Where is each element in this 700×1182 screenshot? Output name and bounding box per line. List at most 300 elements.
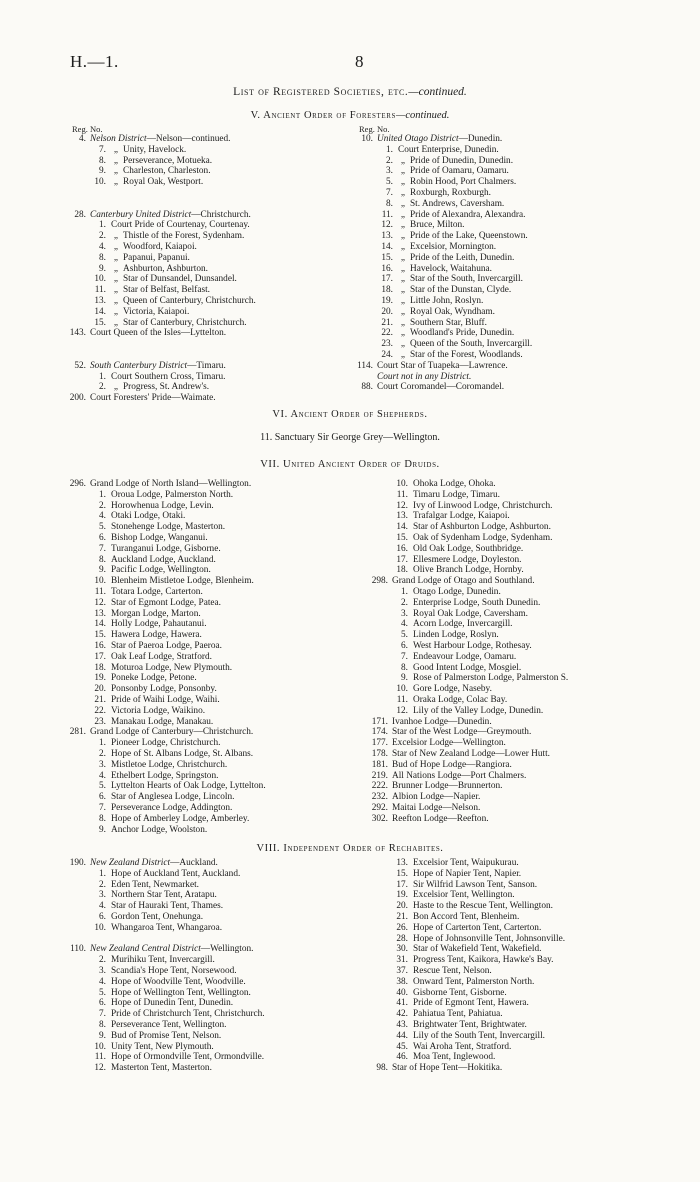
list-item	[343, 253, 532, 264]
sub-number: 15.	[94, 317, 106, 328]
reg-number	[358, 1009, 392, 1020]
entry-text: Hope of Wellington Tent, Wellington.	[111, 987, 251, 998]
sub-number: 9.	[99, 1030, 106, 1041]
list-item	[358, 587, 568, 598]
list-item	[56, 923, 265, 934]
reg-number: 292.	[371, 802, 388, 813]
sub-number: 6.	[99, 792, 106, 803]
list-item	[343, 188, 532, 199]
list-item	[358, 977, 565, 988]
entry-text: Roxburgh, Roxburgh.	[410, 187, 492, 198]
entry-text: Pride of Dunedin, Dunedin.	[410, 155, 514, 166]
entry-text: Reefton Lodge—Reefton.	[392, 813, 489, 824]
reg-number: 88.	[361, 382, 373, 393]
reg-number: 232.	[371, 792, 388, 803]
list-item	[56, 1009, 265, 1020]
reg-number	[56, 966, 90, 977]
entry-text: Star of the Forest, Woodlands.	[410, 349, 523, 360]
entry-text: Progress Tent, Kaikora, Hawke's Bay.	[413, 955, 554, 966]
ditto-mark: „	[113, 252, 119, 263]
list-item	[358, 717, 568, 728]
list-item	[343, 382, 532, 393]
entry-text: Lily of the South Tent, Invercargill.	[413, 1030, 545, 1041]
ditto-mark: „	[400, 252, 406, 263]
list-item	[358, 684, 568, 695]
sub-number: 2.	[401, 597, 408, 608]
sub-number: 10.	[94, 1041, 106, 1052]
ditto-mark: „	[400, 295, 406, 306]
reg-number	[358, 673, 392, 684]
reg-number	[358, 998, 392, 1009]
list-item	[56, 890, 265, 901]
entry-text: Court Queen of the Isles—Lyttelton.	[90, 328, 227, 339]
ditto-mark: „	[113, 155, 119, 166]
list-item	[56, 749, 266, 760]
sub-number: 10.	[94, 177, 106, 188]
list-item	[343, 285, 532, 296]
list-item	[56, 727, 266, 738]
entry-text: Otago Lodge, Dunedin.	[413, 586, 501, 597]
reg-number	[358, 619, 392, 630]
list-item	[358, 501, 568, 512]
reg-number: 143.	[69, 328, 86, 339]
list-item	[56, 156, 256, 167]
ditto-mark: „	[113, 177, 119, 188]
sub-number: 16.	[94, 640, 106, 651]
sub-number: 16.	[381, 263, 393, 274]
entry-text: Royal Oak Lodge, Caversham.	[413, 608, 528, 619]
entry-text: Morgan Lodge, Marton.	[111, 608, 201, 619]
sub-number: 2.	[99, 231, 106, 242]
list-item	[56, 479, 266, 490]
reg-number	[358, 511, 392, 522]
sub-number: 41.	[396, 998, 408, 1009]
list-item	[358, 869, 565, 880]
reg-number	[358, 555, 392, 566]
reg-number	[358, 544, 392, 555]
sub-number: 1.	[99, 371, 106, 382]
entry-text: Royal Oak, Wyndham.	[410, 306, 495, 317]
reg-number: 302.	[371, 813, 388, 824]
page-title: List of Registered Societies, etc.—continued.	[233, 86, 467, 98]
list-item	[358, 749, 568, 760]
reg-number	[56, 576, 90, 587]
list-item	[56, 393, 256, 404]
list-item	[358, 988, 565, 999]
entry-text: Auckland Lodge, Auckland.	[111, 554, 216, 565]
reg-number	[358, 490, 392, 501]
sub-number: 11.	[94, 1052, 106, 1063]
list-item	[56, 382, 256, 393]
reg-number: 4.	[79, 134, 86, 144]
entry-text: Timaru Lodge, Timaru.	[413, 489, 500, 500]
spacer	[56, 934, 265, 945]
entry-text: West Harbour Lodge, Rothesay.	[413, 640, 532, 651]
sub-number: 1.	[99, 220, 106, 231]
sub-number: 17.	[381, 274, 393, 285]
ditto-mark: „	[400, 241, 406, 252]
reg-number: 28.	[74, 209, 86, 220]
entry-text: Star of Dunsandel, Dunsandel.	[123, 274, 237, 285]
sub-number: 10.	[396, 684, 408, 695]
list-item	[56, 717, 266, 728]
reg-number	[56, 792, 90, 803]
sub-number: 2.	[99, 382, 106, 393]
list-item	[56, 1031, 265, 1042]
entry-text: Hope of Ormondville Tent, Ormondville.	[111, 1052, 265, 1063]
ditto-mark: „	[113, 295, 119, 306]
reg-number	[343, 264, 377, 275]
sub-number: 31.	[396, 955, 408, 966]
reg-number	[358, 652, 392, 663]
reg-number	[56, 231, 90, 242]
entry-text: Robin Hood, Port Chalmers.	[410, 177, 517, 188]
entry-text: Brunner Lodge—Brunnerton.	[392, 781, 503, 792]
entry-text: Hope of Auckland Tent, Auckland.	[111, 868, 241, 879]
sub-number: 13.	[94, 608, 106, 619]
entry-text: Court Enterprise, Dunedin.	[398, 144, 499, 155]
reg-no-label: Reg. No.	[72, 124, 103, 134]
sub-number: 7.	[99, 144, 106, 155]
sub-number: 1.	[99, 489, 106, 500]
sub-number: 9.	[99, 824, 106, 835]
list-item	[56, 619, 266, 630]
reg-number	[56, 1031, 90, 1042]
entry-text: Woodland's Pride, Dunedin.	[410, 328, 515, 339]
reg-number	[343, 372, 377, 383]
reg-number	[56, 544, 90, 555]
sub-number: 7.	[99, 1009, 106, 1020]
sub-number: 9.	[99, 565, 106, 576]
reg-number	[358, 1052, 392, 1063]
sub-number: 20.	[381, 306, 393, 317]
druids-right-column	[358, 479, 568, 825]
sub-number: 8.	[99, 1019, 106, 1030]
entry-text: Pride of Alexandra, Alexandra.	[410, 209, 526, 220]
sub-number: 19.	[396, 890, 408, 901]
reg-number	[343, 285, 377, 296]
list-item	[358, 923, 565, 934]
list-item	[56, 565, 266, 576]
sub-number: 3.	[99, 965, 106, 976]
reg-number	[343, 220, 377, 231]
list-item	[343, 177, 532, 188]
entry-text: —Wellington.	[200, 944, 254, 955]
ditto-mark: „	[113, 382, 119, 393]
list-item	[56, 912, 265, 923]
reg-number: 98.	[376, 1063, 388, 1074]
reg-number	[56, 663, 90, 674]
entry-text: Bon Accord Tent, Blenheim.	[413, 911, 520, 922]
entry-text: Court Star of Tuapeka—Lawrence.	[377, 360, 508, 371]
reg-number	[358, 1031, 392, 1042]
sub-number: 4.	[99, 976, 106, 987]
entry-text: Hope of Carterton Tent, Carterton.	[413, 922, 542, 933]
reg-number	[343, 156, 377, 167]
entry-text: Pride of the Leith, Dunedin.	[410, 252, 515, 263]
section-heading-foresters: V. Ancient Order of Foresters—continued.	[250, 110, 450, 121]
entry-text: Eden Tent, Newmarket.	[111, 879, 199, 890]
reg-number: 298.	[371, 576, 388, 587]
sub-number: 11.	[381, 209, 393, 220]
reg-number	[358, 501, 392, 512]
reg-number	[56, 912, 90, 923]
entry-text: Thistle of the Forest, Sydenham.	[123, 231, 245, 242]
reg-number	[56, 955, 90, 966]
sub-number: 8.	[99, 813, 106, 824]
list-item	[56, 361, 256, 372]
sub-number: 4.	[401, 619, 408, 630]
reg-number	[358, 858, 392, 869]
ditto-mark: „	[113, 144, 119, 155]
reg-number	[56, 803, 90, 814]
sub-number: 10.	[94, 274, 106, 285]
entry-text: Grand Lodge of Canterbury—Christchurch.	[90, 727, 254, 738]
list-item	[343, 339, 532, 350]
reg-number	[358, 684, 392, 695]
entry-text: Ellesmere Lodge, Doyleston.	[413, 554, 522, 565]
list-item	[358, 544, 568, 555]
list-item	[56, 145, 256, 156]
district-name: South Canterbury District	[90, 360, 188, 371]
list-item	[358, 695, 568, 706]
entry-text: Gore Lodge, Naseby.	[413, 684, 492, 695]
list-item	[56, 901, 265, 912]
entry-text: Star of Canterbury, Christchurch.	[123, 317, 247, 328]
entry-text: Murihiku Tent, Invercargill.	[111, 955, 215, 966]
list-item	[358, 673, 568, 684]
sub-number: 23.	[381, 339, 393, 350]
list-item	[343, 210, 532, 221]
sub-number: 20.	[396, 901, 408, 912]
reg-number	[56, 318, 90, 329]
district-name: New Zealand Central District	[90, 944, 201, 955]
reg-number	[343, 177, 377, 188]
ditto-mark: „	[113, 285, 119, 296]
entry-text: Endeavour Lodge, Oamaru.	[413, 651, 517, 662]
reg-number	[343, 350, 377, 361]
entry-text: Oak Leaf Lodge, Stratford.	[111, 651, 212, 662]
entry-text: Lily of the Valley Lodge, Dunedin.	[413, 705, 544, 716]
sub-number: 8.	[99, 252, 106, 263]
reg-number	[358, 901, 392, 912]
sub-number: 21.	[381, 317, 393, 328]
list-item	[358, 858, 565, 869]
sub-number: 12.	[381, 220, 393, 231]
entry-text: Onward Tent, Palmerston North.	[413, 976, 535, 987]
reg-number	[358, 977, 392, 988]
entry-text: Moa Tent, Inglewood.	[413, 1052, 496, 1063]
list-item	[343, 220, 532, 231]
entry-text: Old Oak Lodge, Southbridge.	[413, 543, 524, 554]
spacer	[56, 199, 256, 210]
entry-text: Queen of the South, Invercargill.	[410, 339, 533, 350]
list-item	[56, 706, 266, 717]
reg-number	[358, 663, 392, 674]
entry-text: Royal Oak, Westport.	[123, 177, 204, 188]
shepherds-entry: 11. Sanctuary Sir George Grey—Wellington.	[260, 432, 440, 443]
reg-number	[56, 609, 90, 620]
reg-number	[56, 166, 90, 177]
sub-number: 19.	[94, 673, 106, 684]
reg-number	[343, 339, 377, 350]
spacer	[56, 188, 256, 199]
list-item	[56, 1052, 265, 1063]
sub-number: 12.	[396, 705, 408, 716]
ditto-mark: „	[400, 220, 406, 231]
entry-text: Star of the West Lodge—Greymouth.	[392, 727, 532, 738]
sub-number: 30.	[396, 944, 408, 955]
foresters-left-column	[56, 124, 256, 404]
entry-text: Perseverance, Motueka.	[123, 155, 213, 166]
list-item	[56, 880, 265, 891]
list-item	[56, 998, 265, 1009]
sub-number: 22.	[381, 328, 393, 339]
sub-number: 14.	[396, 522, 408, 533]
ditto-mark: „	[400, 187, 406, 198]
reg-number	[56, 565, 90, 576]
reg-number	[56, 641, 90, 652]
entry-text: Hope of Napier Tent, Napier.	[413, 868, 522, 879]
sub-number: 2.	[99, 748, 106, 759]
entry-text: Star of the Dunstan, Clyde.	[410, 285, 512, 296]
entry-text: Linden Lodge, Roslyn.	[413, 630, 499, 641]
sub-number: 5.	[99, 522, 106, 533]
entry-text: —Auckland.	[170, 858, 218, 868]
entry-text: Grand Lodge of North Island—Wellington.	[90, 479, 252, 489]
ditto-mark: „	[113, 166, 119, 177]
reg-number	[56, 242, 90, 253]
entry-text: Otaki Lodge, Otaki.	[111, 511, 186, 522]
entry-text: Enterprise Lodge, South Dunedin.	[413, 597, 541, 608]
sub-number: 18.	[381, 285, 393, 296]
entry-text: Acorn Lodge, Invercargill.	[413, 619, 513, 630]
list-item	[358, 663, 568, 674]
reg-number	[358, 587, 392, 598]
sub-number: 6.	[99, 911, 106, 922]
list-item	[358, 1052, 565, 1063]
ditto-mark: „	[400, 306, 406, 317]
list-item	[56, 652, 266, 663]
reg-number	[56, 555, 90, 566]
entry-text: Brightwater Tent, Brightwater.	[413, 1019, 527, 1030]
reg-number: 110.	[70, 944, 86, 955]
sub-number: 18.	[94, 662, 106, 673]
entry-text: Gisborne Tent, Gisborne.	[413, 987, 507, 998]
sub-number: 45.	[396, 1041, 408, 1052]
list-item	[343, 372, 532, 383]
entry-text: Court Foresters' Pride—Waimate.	[90, 393, 216, 404]
list-item	[56, 792, 266, 803]
list-item	[358, 912, 565, 923]
list-item	[358, 760, 568, 771]
reg-number	[358, 598, 392, 609]
sub-number: 11.	[94, 586, 106, 597]
reg-number	[343, 188, 377, 199]
sub-number: 9.	[401, 673, 408, 684]
reg-number	[56, 749, 90, 760]
reg-number: 177.	[371, 738, 388, 749]
sub-number: 4.	[99, 511, 106, 522]
list-item	[56, 1042, 265, 1053]
list-item	[56, 869, 265, 880]
ditto-mark: „	[400, 339, 406, 350]
reg-number	[56, 923, 90, 934]
district-name: Nelson District	[90, 134, 147, 144]
ditto-mark: „	[400, 231, 406, 242]
entry-text: Excelsior Tent, Waipukurau.	[413, 858, 519, 868]
list-item	[56, 576, 266, 587]
page-code: H.—1.	[70, 52, 119, 71]
entry-text: Bud of Hope Lodge—Rangiora.	[392, 759, 512, 770]
list-item	[56, 555, 266, 566]
sub-number: 18.	[396, 565, 408, 576]
entry-text: Unity, Havelock.	[123, 144, 187, 155]
reg-number: 114.	[357, 360, 373, 371]
list-item	[56, 372, 256, 383]
entry-text: Haste to the Rescue Tent, Wellington.	[413, 901, 554, 912]
sub-number: 19.	[381, 295, 393, 306]
rechabites-left-column	[56, 858, 265, 1074]
reg-number	[56, 156, 90, 167]
entry-text: Star of Hope Tent—Hokitika.	[392, 1063, 503, 1074]
reg-number	[358, 522, 392, 533]
reg-number	[358, 479, 392, 490]
list-item	[358, 490, 568, 501]
district-name: United Otago District	[377, 134, 459, 144]
reg-number	[358, 706, 392, 717]
list-item	[343, 264, 532, 275]
entry-text: Perseverance Tent, Wellington.	[111, 1019, 227, 1030]
entry-text: Court Pride of Courtenay, Courtenay.	[111, 220, 250, 231]
sub-number: 9.	[99, 263, 106, 274]
entry-text: Progress, St. Andrew's.	[123, 382, 210, 393]
sub-number: 16.	[396, 543, 408, 554]
entry-text: Sir Wilfrid Lawson Tent, Sanson.	[413, 879, 538, 890]
entry-text: Good Intent Lodge, Mosgiel.	[413, 662, 522, 673]
district-name: Canterbury United District	[90, 209, 192, 220]
ditto-mark: „	[113, 263, 119, 274]
ditto-mark: „	[400, 317, 406, 328]
entry-text: Little John, Roslyn.	[410, 295, 484, 306]
list-item	[56, 264, 256, 275]
sub-number: 6.	[99, 998, 106, 1009]
entry-text: Lyttelton Hearts of Oak Lodge, Lyttelton.	[111, 781, 266, 792]
list-item	[358, 619, 568, 630]
list-item	[56, 663, 266, 674]
reg-number	[56, 619, 90, 630]
foresters-right-column	[343, 124, 532, 393]
entry-text: Stonehenge Lodge, Masterton.	[111, 522, 226, 533]
list-item	[343, 307, 532, 318]
list-item	[358, 803, 568, 814]
list-item	[343, 318, 532, 329]
reg-number	[358, 695, 392, 706]
ditto-mark: „	[400, 209, 406, 220]
list-item	[358, 1020, 565, 1031]
entry-text: Pride of Christchurch Tent, Christchurch.	[111, 1009, 265, 1020]
reg-number	[358, 923, 392, 934]
reg-number	[56, 738, 90, 749]
sub-number: 17.	[396, 879, 408, 890]
entry-text: Anchor Lodge, Woolston.	[111, 824, 208, 835]
reg-number: 10.	[361, 134, 373, 144]
entry-text: Hope of Johnsonville Tent, Johnsonville.	[413, 933, 566, 944]
entry-text: Mistletoe Lodge, Christchurch.	[111, 759, 228, 770]
reg-number	[343, 253, 377, 264]
reg-number	[343, 145, 377, 156]
entry-text: Trafalgar Lodge, Kaiapoi.	[413, 511, 510, 522]
